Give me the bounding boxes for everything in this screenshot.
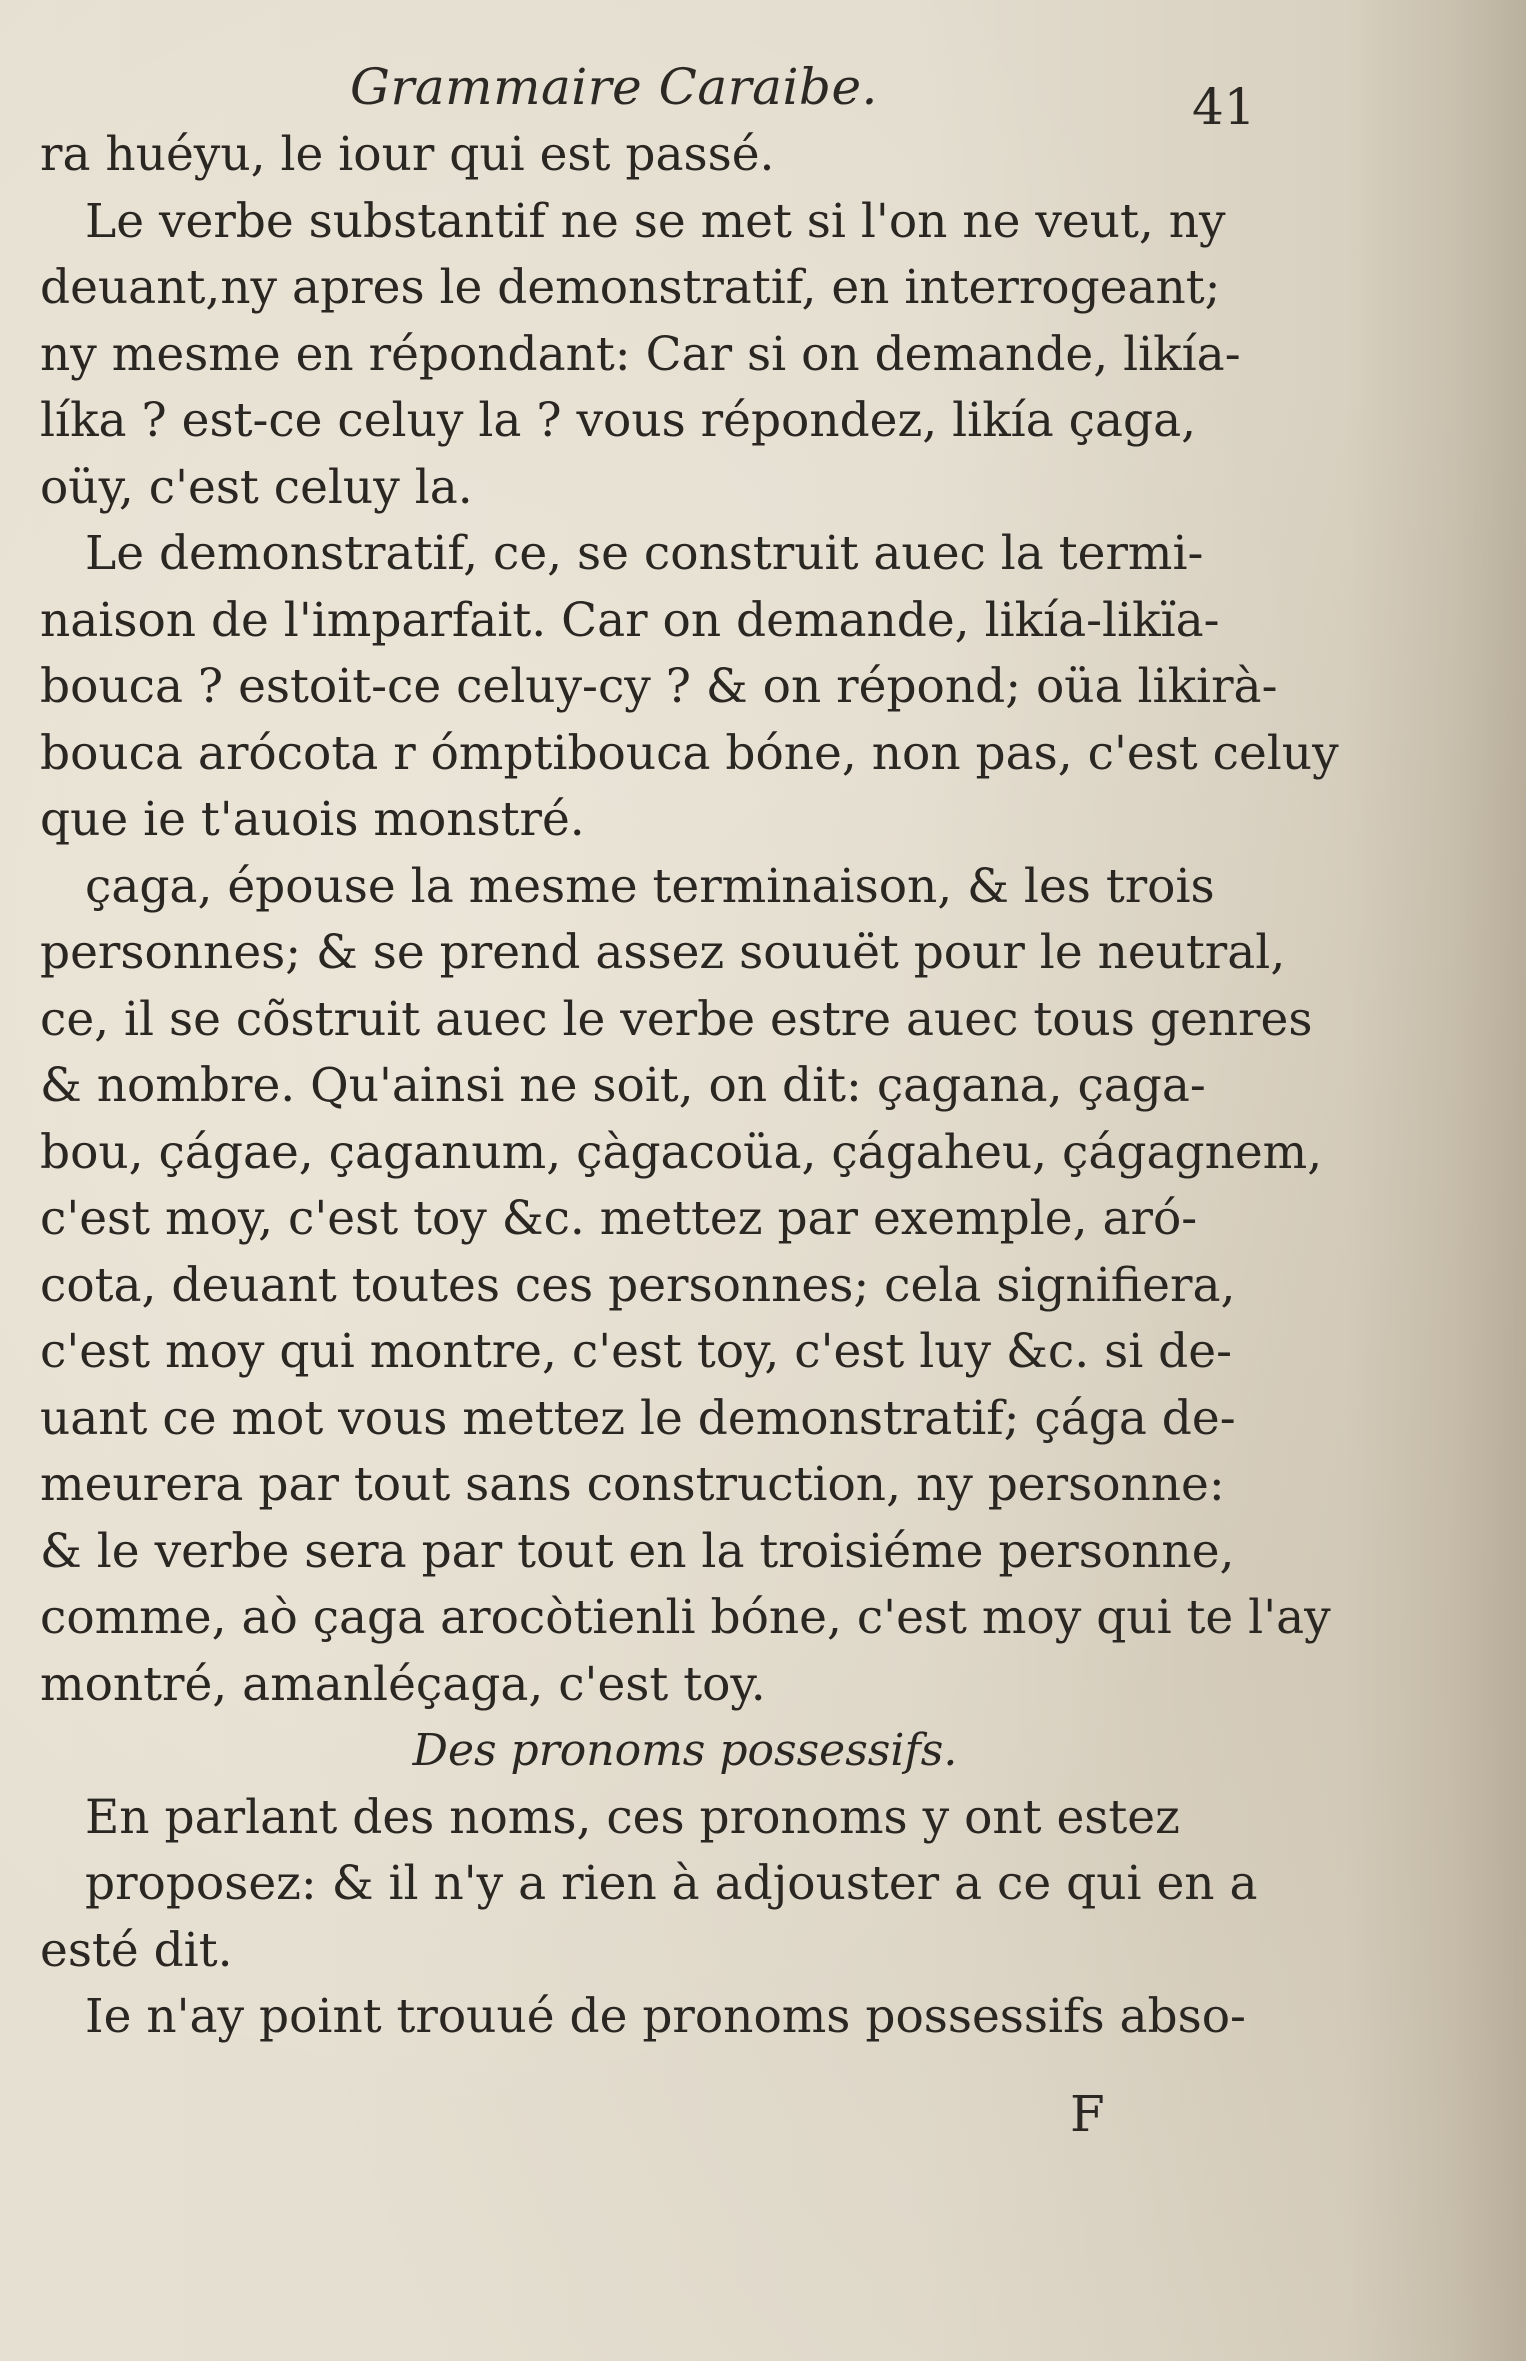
text-line: & le verbe sera par tout en la troisiéme personne, <box>40 1523 1235 1579</box>
text-line: Ie n'ay point trouué de pronoms possessifs abso- <box>85 1989 1246 2044</box>
text-line: c'est moy, c'est toy &c. mettez par exemple, aró- <box>40 1191 1198 1246</box>
text-line: proposez: & il n'y a rien à adjouster a ce qui en a <box>85 1856 1258 1911</box>
body-text <box>40 122 1339 2051</box>
text-line: que ie t'auois monstré. <box>40 792 585 847</box>
text-line: bouca arócota r ómptibouca bóne, non pas, c'est celuy <box>40 725 1339 781</box>
text-line: ny mesme en répondant: Car si on demande, likía- <box>40 326 1241 382</box>
text-line: montré, amanléçaga, c'est toy. <box>40 1656 766 1712</box>
text-line: personnes; & se prend assez souuët pour le neutral, <box>40 925 1286 980</box>
text-line: comme, aò çaga arocòtienli bóne, c'est moy qui te l'ay <box>40 1590 1331 1645</box>
catchword: F <box>1070 2085 1105 2143</box>
page-gutter-shadow <box>1346 0 1526 2361</box>
text-line: ce, il se cõstruit auec le verbe estre auec tous genres <box>40 991 1313 1047</box>
text-line: & nombre. Qu'ainsi ne soit, on dit: çagana, çaga- <box>40 1058 1206 1113</box>
text-line: çaga, épouse la mesme terminaison, & les trois <box>85 858 1215 914</box>
text-line: esté dit. <box>40 1922 233 1978</box>
text-line: bouca ? estoit-ce celuy-cy ? & on répond; oüa likirà- <box>40 659 1278 714</box>
text-line: oüy, c'est celuy la. <box>40 459 473 515</box>
text-line: En parlant des noms, ces pronoms y ont estez <box>85 1789 1180 1845</box>
section-heading: Des pronoms possessifs. <box>412 1725 958 1776</box>
text-line: Le verbe substantif ne se met si l'on ne veut, ny <box>85 193 1226 249</box>
text-line: meurera par tout sans construction, ny personne: <box>40 1457 1225 1512</box>
text-line: uant ce mot vous mettez le demonstratif; çága de- <box>40 1390 1236 1446</box>
text-line: bou, çágae, çaganum, çàgacoüa, çágaheu, çágagnem, <box>40 1124 1323 1180</box>
text-line: deuant,ny apres le demonstratif, en interrogeant; <box>40 260 1221 315</box>
text-line: c'est moy qui montre, c'est toy, c'est luy &c. si de- <box>40 1324 1232 1379</box>
text-line: naison de l'imparfait. Car on demande, likía-likïa- <box>40 592 1220 648</box>
text-line: cota, deuant toutes ces personnes; cela signifiera, <box>40 1257 1236 1313</box>
text-line: líka ? est-ce celuy la ? vous répondez, likía çaga, <box>40 393 1197 448</box>
running-title: Grammaire Caraibe. <box>350 58 878 116</box>
text-line: Le demonstratif, ce, se construit auec la termi- <box>85 526 1204 581</box>
page-number: 41 <box>1192 78 1256 136</box>
text-line: ra huéyu, le iour qui est passé. <box>40 127 775 182</box>
